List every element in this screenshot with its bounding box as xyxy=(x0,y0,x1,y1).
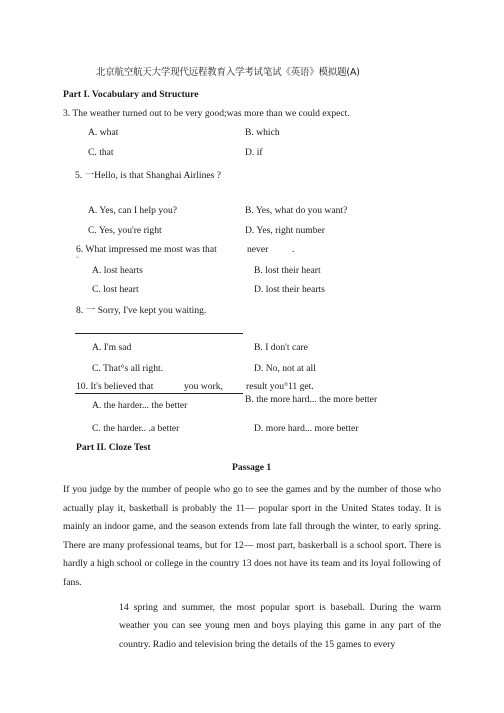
question-6-end: . xyxy=(292,244,295,255)
question-10-option-b: B. the more hard... the more better xyxy=(245,394,378,405)
question-5-option-d: D. Yes, right number xyxy=(245,225,325,236)
passage-paragraph-1: If you judge by the number of people who go to see the games and by the number of those who actually play it, basketball is probably the 11— popular sport in the United States today. It is mainly an indoor game, and the season extends from late fall through the winter, to early spring. There are many professional teams, but for 12— most part, baskerball is a school sport. There is hardly a high school or college in the country 13 does not have its team and its loyal following of fans. xyxy=(63,484,441,588)
question-5-option-b: B. Yes, what do you want? xyxy=(245,205,348,216)
passage-title: Passage 1 xyxy=(232,462,272,473)
passage-body xyxy=(63,481,441,654)
question-5-option-a: A. Yes, can I help you? xyxy=(88,205,177,216)
question-10-rule xyxy=(75,393,243,394)
question-5-stem: 5. 一Hello, is that Shanghai Airlines ? xyxy=(75,170,222,181)
question-6-option-b: B. lost their heart xyxy=(254,265,321,276)
question-8-option-b: B. I don't care xyxy=(254,342,308,353)
question-6-mark: “ xyxy=(76,255,80,263)
question-3-stem: 3. The weather turned out to be very good;was more than we could expect. xyxy=(63,108,350,119)
question-10-part3: result you°11 get. xyxy=(246,381,314,392)
question-10-option-c: C. the harder.. .a better xyxy=(92,423,180,434)
question-8-option-d: D. No, not at all xyxy=(254,363,316,374)
question-5-option-c: C. Yes, you're right xyxy=(88,225,162,236)
question-10-option-d: D. more hard... more better xyxy=(254,423,359,434)
question-8-option-a: A. I'm sad xyxy=(92,342,132,353)
part1-heading: Part I. Vocabulary and Structure xyxy=(63,89,199,100)
question-3-option-c: C. that xyxy=(88,147,114,158)
question-6-option-d: D. lost their hearts xyxy=(254,284,325,295)
question-3-option-a: A. what xyxy=(88,127,119,138)
question-6-option-c: C. lost heart xyxy=(92,284,139,295)
question-6-stem: 6. What impressed me most was that xyxy=(76,244,217,255)
question-6-blank-word: never xyxy=(247,244,269,255)
question-8-stem: 8. 一 Sorry, I've kept you waiting. xyxy=(76,305,207,316)
question-3-option-b: B. which xyxy=(245,127,280,138)
question-10-part1: 10. It's believed that xyxy=(76,381,154,392)
question-6-option-a: A. lost hearts xyxy=(92,265,143,276)
document-title: 北京航空航天大学现代远程教育入学考试笔试《英语》模拟题(A) xyxy=(96,67,360,78)
passage-paragraph-2: 14 spring and summer, the most popular sport is baseball. During the warm weather you can see young men and boys playing this game in any part of the country. Radio and television bring the details of the 15 games to every xyxy=(119,601,441,650)
question-8-option-c: C. That°s all right. xyxy=(92,363,164,374)
question-10-part2: you work, xyxy=(184,381,223,392)
question-3-option-d: D. if xyxy=(245,147,263,158)
part2-heading: Part II. Cloze Test xyxy=(76,442,151,453)
question-8-rule xyxy=(75,333,243,334)
question-10-option-a: A. the harder... the better xyxy=(92,400,188,411)
